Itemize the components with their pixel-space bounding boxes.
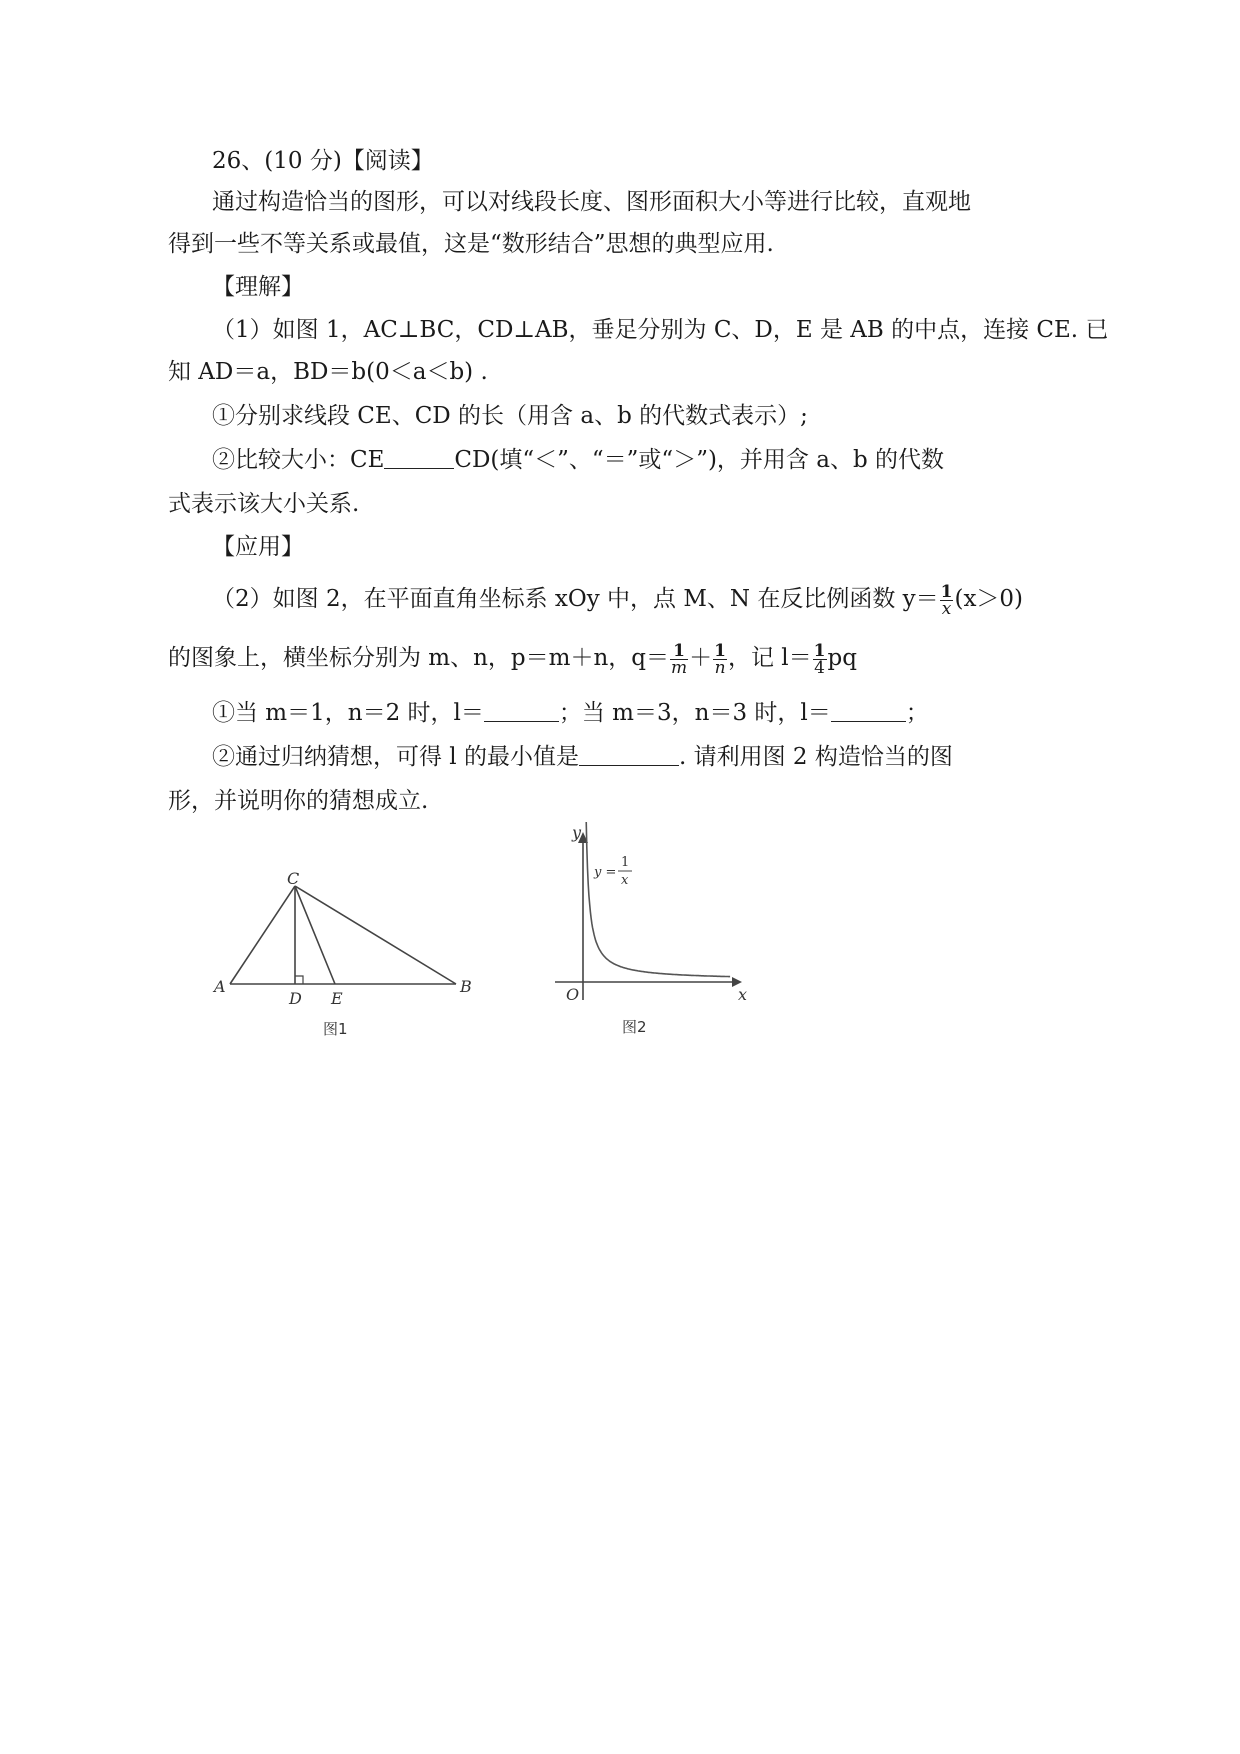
segment-ce bbox=[295, 886, 335, 984]
understand-heading: 【理解】 bbox=[212, 274, 304, 300]
label-origin: O bbox=[566, 985, 580, 1004]
part2-question2-line2: 形，并说明你的猜想成立. bbox=[168, 788, 429, 814]
curve-label-lhs: y = bbox=[594, 865, 617, 880]
label-a: A bbox=[214, 977, 226, 996]
part2-q2-text-b: . 请利用图 2 构造恰当的图 bbox=[678, 744, 953, 770]
figure1-caption: 图1 bbox=[323, 1020, 348, 1038]
part2-question1 bbox=[212, 696, 929, 730]
label-e: E bbox=[331, 989, 343, 1008]
part2-l2-text-c: ，记 l＝ bbox=[727, 645, 812, 671]
answer-blank-min-value[interactable] bbox=[579, 741, 679, 766]
part1-line1: （1）如图 1，AC⊥BC，CD⊥AB，垂足分别为 C、D，E 是 AB 的中点，连接 CE. 已 bbox=[212, 317, 1109, 343]
part2-q1-text-b: ；当 m＝3，n＝3 时，l＝ bbox=[558, 700, 831, 726]
hyperbola-curve bbox=[586, 822, 730, 977]
right-angle-mark bbox=[295, 976, 303, 984]
question-header: 26、(10 分)【阅读】 bbox=[212, 148, 434, 174]
figure2-graph bbox=[550, 822, 780, 1052]
part2-l1-text-b: (x＞0) bbox=[954, 586, 1024, 612]
reading-paragraph-line1: 通过构造恰当的图形，可以对线段长度、图形面积大小等进行比较，直观地 bbox=[212, 189, 971, 215]
label-d: D bbox=[289, 989, 302, 1008]
figure1-triangle bbox=[200, 862, 490, 1052]
part1-question2 bbox=[212, 443, 944, 477]
fraction-one-over-n: $\frac{1}{n}$ bbox=[714, 640, 726, 678]
fraction-one-over-four: $\frac{1}{4}$ bbox=[813, 640, 826, 678]
answer-blank-l-case1[interactable] bbox=[484, 697, 559, 722]
answer-blank-l-case2[interactable] bbox=[831, 697, 906, 722]
reading-paragraph-line2: 得到一些不等关系或最值，这是“数形结合”思想的典型应用. bbox=[168, 231, 774, 257]
apply-heading: 【应用】 bbox=[212, 534, 304, 560]
answer-blank-compare[interactable] bbox=[384, 444, 454, 469]
fraction-one-over-x: $\frac{1}{x}$ bbox=[940, 581, 953, 619]
label-b: B bbox=[460, 977, 472, 996]
fraction-one-over-m: $\frac{1}{m}$ bbox=[671, 640, 688, 678]
curve-label-den: x bbox=[621, 873, 629, 888]
part1-q2-text-b: CD(填“＜”、“＝”或“＞”)，并用含 a、b 的代数 bbox=[454, 447, 944, 473]
part2-q1-text-c: ； bbox=[905, 700, 929, 726]
label-c: C bbox=[287, 869, 300, 888]
part2-line1 bbox=[212, 582, 1023, 617]
figure2-caption: 图2 bbox=[622, 1018, 647, 1036]
part2-q1-text-a: ①当 m＝1，n＝2 时，l＝ bbox=[212, 700, 484, 726]
part2-l2-text-d: pq bbox=[827, 645, 857, 671]
part1-question1: ①分别求线段 CE、CD 的长（用含 a、b 的代数式表示）; bbox=[212, 403, 808, 429]
segment-ac bbox=[230, 886, 295, 984]
part1-q2-text-a: ②比较大小：CE bbox=[212, 447, 385, 473]
part1-line2: 知 AD＝a，BD＝b(0＜a＜b) . bbox=[168, 359, 488, 385]
part2-l2-text-a: 的图象上，横坐标分别为 m、n，p＝m＋n，q＝ bbox=[168, 645, 670, 671]
label-axis-x: x bbox=[738, 985, 748, 1004]
part2-question2 bbox=[212, 740, 953, 774]
part2-line2 bbox=[168, 641, 857, 676]
segment-bc bbox=[295, 886, 456, 984]
label-axis-y: y bbox=[572, 823, 582, 842]
part2-l1-text-a: （2）如图 2，在平面直角坐标系 xOy 中，点 M、N 在反比例函数 y＝ bbox=[212, 586, 939, 612]
part2-q2-text-a: ②通过归纳猜想，可得 l 的最小值是 bbox=[212, 744, 579, 770]
part1-question2-line2: 式表示该大小关系. bbox=[168, 491, 360, 517]
part2-l2-text-b: ＋ bbox=[689, 645, 713, 671]
curve-label-num: 1 bbox=[621, 855, 630, 870]
